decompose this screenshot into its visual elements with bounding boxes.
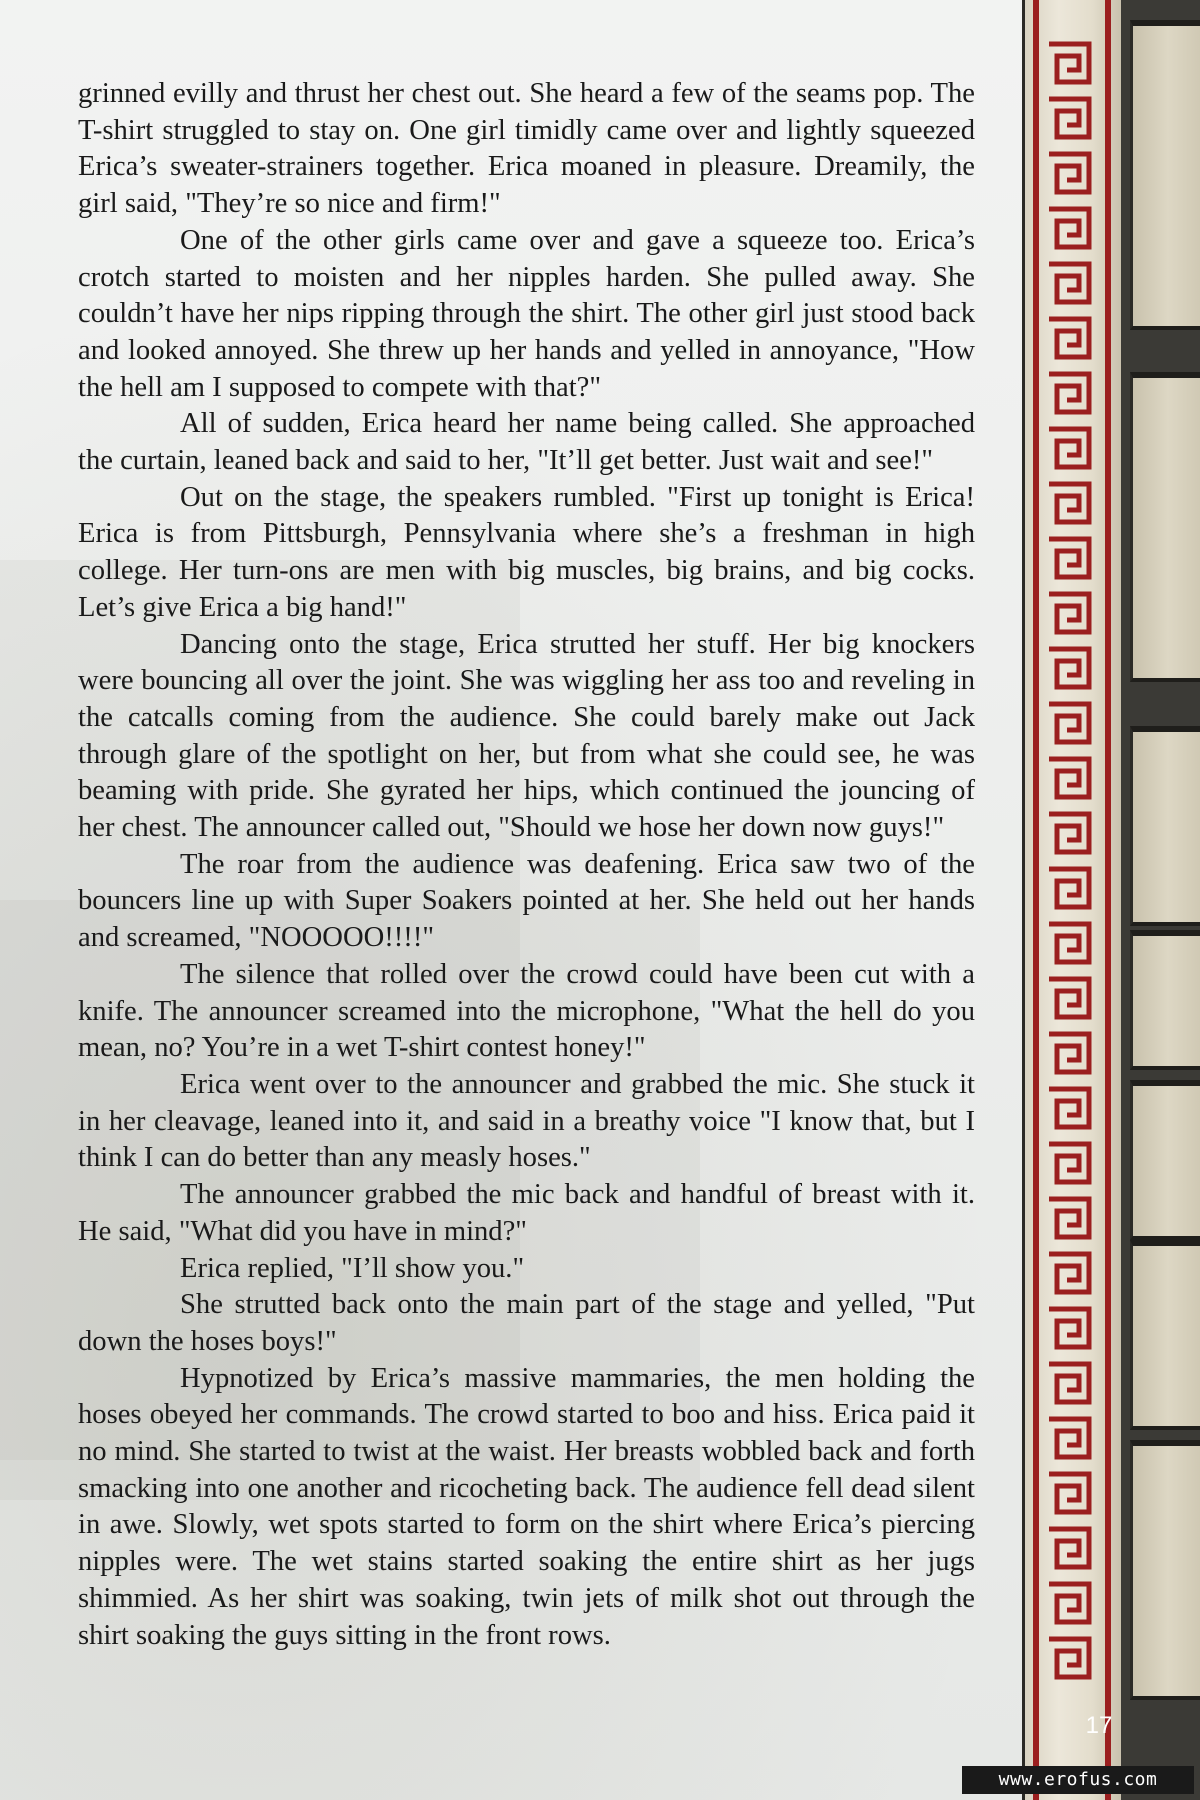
stone-block [1130,726,1200,926]
greek-key-motif [1049,924,1089,962]
greek-key-pattern [1043,38,1099,1698]
greek-key-motif [1049,44,1089,82]
paragraph: Dancing onto the stage, Erica strutted her stuff. Her big knockers were bouncing all over the joint. She was wiggling her ass too and reveling in the catcalls coming from the audience. She could barely make out Jack through glare of the spotlight on her, but from what she could see, he was beaming with pride. She gyrated her hips, which continued the jouncing of her chest. The announcer called out, "Should we hose her down now guys!" [78,628,975,844]
paragraph: The silence that rolled over the crowd could have been cut with a knife. The announcer screamed into the microphone, "What the hell do you mean, no? You’re in a wet T-shirt contest honey!" [78,958,975,1064]
story-text [78,76,975,1654]
greek-key-motif [1049,319,1089,357]
greek-key-motif [1049,429,1089,467]
greek-key-motif [1049,1584,1089,1622]
paragraph: Erica went over to the announcer and grabbed the mic. She stuck it in her cleavage, leaned into it, and said in a breathy voice "I know that, but I think I can do better than any measly hoses." [78,1068,975,1174]
greek-key-motif [1049,1529,1089,1567]
greek-key-motif [1049,1639,1089,1677]
paragraph: She strutted back onto the main part of the stage and yelled, "Put down the hoses boys!" [78,1289,975,1357]
stone-block [1130,1240,1200,1430]
greek-key-motif [1049,1144,1089,1182]
watermark: www.erofus.com [962,1766,1194,1794]
greek-key-motif [1049,374,1089,412]
stone-block [1130,1440,1200,1700]
red-stripe-right [1105,0,1111,1800]
paragraph: The roar from the audience was deafening. Erica saw two of the bouncers line up with Super Soakers pointed at her. She held out her hands and screamed, "NOOOOO!!!!" [78,848,975,954]
greek-key-motif [1049,264,1089,302]
greek-key-motif [1049,209,1089,247]
greek-key-motif [1049,1089,1089,1127]
stone-block [1130,372,1200,682]
greek-key-motif [1049,539,1089,577]
greek-key-motif [1049,99,1089,137]
paragraph: Erica replied, "I’ll show you." [180,1252,525,1284]
greek-key-motif [1049,1199,1089,1237]
greek-key-motif [1049,594,1089,632]
paragraph: Out on the stage, the speakers rumbled. "First up tonight is Erica! Erica is from Pittsburgh, Pennsylvania where she’s a freshman in high college. Her turn-ons are men with big muscles, big brains, and big cocks. Let’s give Erica a big hand!" [78,481,975,623]
paragraph: One of the other girls came over and gave a squeeze too. Erica’s crotch started to moisten and her nipples harden. She pulled away. She couldn’t have her nips ripping through the shirt. The other girl just stood back and looked annoyed. She threw up her hands and yelled in annoyance, "How the hell am I supposed to compete with that?" [78,224,975,403]
decorative-border [1022,0,1200,1800]
page-number: 17 [1085,1712,1113,1739]
greek-key-motif [1049,869,1089,907]
greek-key-motif [1049,979,1089,1017]
paragraph: Hypnotized by Erica’s massive mammaries, the men holding the hoses obeyed her commands. The crowd started to boo and hiss. Erica paid it no mind. She started to twist at the waist. Her breasts wobbled back and forth smacking into one another and ricocheting back. The audience fell dead silent in awe. Slowly, wet spots started to form on the shirt where Erica’s piercing nipples were. The wet stains started soaking the entire shirt as her jugs shimmied. As her shirt was soaking, twin jets of milk shot out through the shirt soaking the guys sitting in the front rows. [78,1362,975,1651]
greek-key-motif [1049,1034,1089,1072]
paragraph: All of sudden, Erica heard her name being called. She approached the curtain, leaned back and said to her, "It’ll get better. Just wait and see!" [78,408,975,477]
red-stripe-left [1033,0,1039,1800]
greek-key-motif [1049,814,1089,852]
greek-key-motif [1049,649,1089,687]
stone-block [1130,930,1200,1070]
greek-key-motif [1049,154,1089,192]
greek-key-motif [1049,484,1089,522]
greek-key-motif [1049,759,1089,797]
paragraph: The announcer grabbed the mic back and handful of breast with it. He said, "What did you have in mind?" [78,1179,975,1247]
greek-key-motif [1049,1419,1089,1457]
stone-block [1130,1080,1200,1240]
stone-wall [1124,0,1200,1800]
greek-key-motif [1049,704,1089,742]
greek-key-motif [1049,1309,1089,1347]
greek-key-motif [1049,1474,1089,1512]
greek-key-motif [1049,1364,1089,1402]
greek-key-motif [1049,1254,1089,1292]
greek-key-pillar [1022,0,1121,1800]
stone-block [1130,20,1200,330]
paragraph: grinned evilly and thrust her chest out. She heard a few of the seams pop. The T-shirt struggled to stay on. One girl timidly came over and lightly squeezed Erica’s sweater-strainers together. Erica moaned in pleasure. Dreamily, the girl said, "They’re so nice and firm!" [78,78,975,220]
